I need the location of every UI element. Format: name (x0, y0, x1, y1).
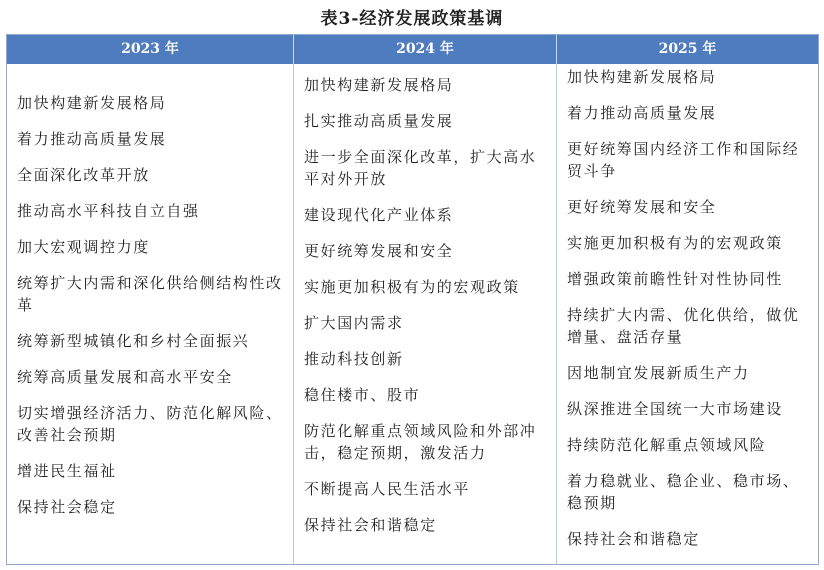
list-item: 扩大国内需求 (304, 314, 404, 332)
list-item: 稳住楼市、股市 (304, 386, 421, 404)
list-item: 切实增强经济活力、防范化解风险、改善社会预期 (17, 404, 283, 444)
header-2023: 2023 年 (7, 35, 294, 64)
policy-table (6, 34, 819, 565)
table-title: 表3-经济发展政策基调 (320, 9, 504, 29)
column-2025 (557, 64, 818, 564)
list-item: 推动科技创新 (304, 350, 404, 368)
list-item: 加大宏观调控力度 (17, 238, 150, 256)
list-item: 进一步全面深化改革，扩大高水平对外开放 (304, 148, 537, 188)
list-item: 更好统筹国内经济工作和国际经贸斗争 (567, 140, 800, 180)
column-2024 (294, 64, 557, 564)
list-item: 因地制宜发展新质生产力 (567, 364, 750, 382)
list-item: 增强政策前瞻性针对性协同性 (567, 270, 783, 288)
list-item: 持续扩大内需、优化供给，做优增量、盘活存量 (567, 306, 800, 346)
list-item: 防范化解重点领域风险和外部冲击，稳定预期，激发活力 (304, 422, 537, 462)
list-item: 加快构建新发展格局 (567, 68, 717, 86)
list-item: 更好统筹发展和安全 (567, 198, 717, 216)
list-item: 保持社会稳定 (17, 498, 117, 516)
list-item: 统筹高质量发展和高水平安全 (17, 368, 233, 386)
list-item: 实施更加积极有为的宏观政策 (304, 278, 520, 296)
list-item: 增进民生福祉 (17, 462, 117, 480)
header-2025: 2025 年 (658, 41, 717, 57)
list-item: 扎实推动高质量发展 (304, 112, 454, 130)
list-item: 统筹扩大内需和深化供给侧结构性改革 (17, 274, 283, 314)
list-item: 持续防范化解重点领域风险 (567, 436, 767, 454)
list-item: 建设现代化产业体系 (304, 206, 454, 224)
list-item: 不断提高人民生活水平 (304, 480, 471, 498)
list-item: 更好统筹发展和安全 (304, 242, 454, 260)
list-item: 着力推动高质量发展 (17, 130, 167, 148)
list-item: 着力推动高质量发展 (567, 104, 717, 122)
list-item: 加快构建新发展格局 (304, 76, 454, 94)
list-item: 全面深化改革开放 (17, 166, 150, 184)
list-item: 推动高水平科技自立自强 (17, 202, 200, 220)
header-2024: 2024 年 (294, 35, 557, 64)
list-item: 保持社会和谐稳定 (567, 530, 700, 548)
list-item: 着力稳就业、稳企业、稳市场、稳预期 (567, 472, 800, 512)
list-item: 统筹新型城镇化和乡村全面振兴 (17, 332, 250, 350)
list-item: 纵深推进全国统一大市场建设 (567, 400, 783, 418)
list-item: 保持社会和谐稳定 (304, 516, 437, 534)
list-item: 加快构建新发展格局 (17, 94, 167, 112)
table-header-row (7, 35, 818, 64)
column-2023 (7, 64, 294, 564)
table-body (7, 64, 818, 564)
list-item: 实施更加积极有为的宏观政策 (567, 234, 783, 252)
